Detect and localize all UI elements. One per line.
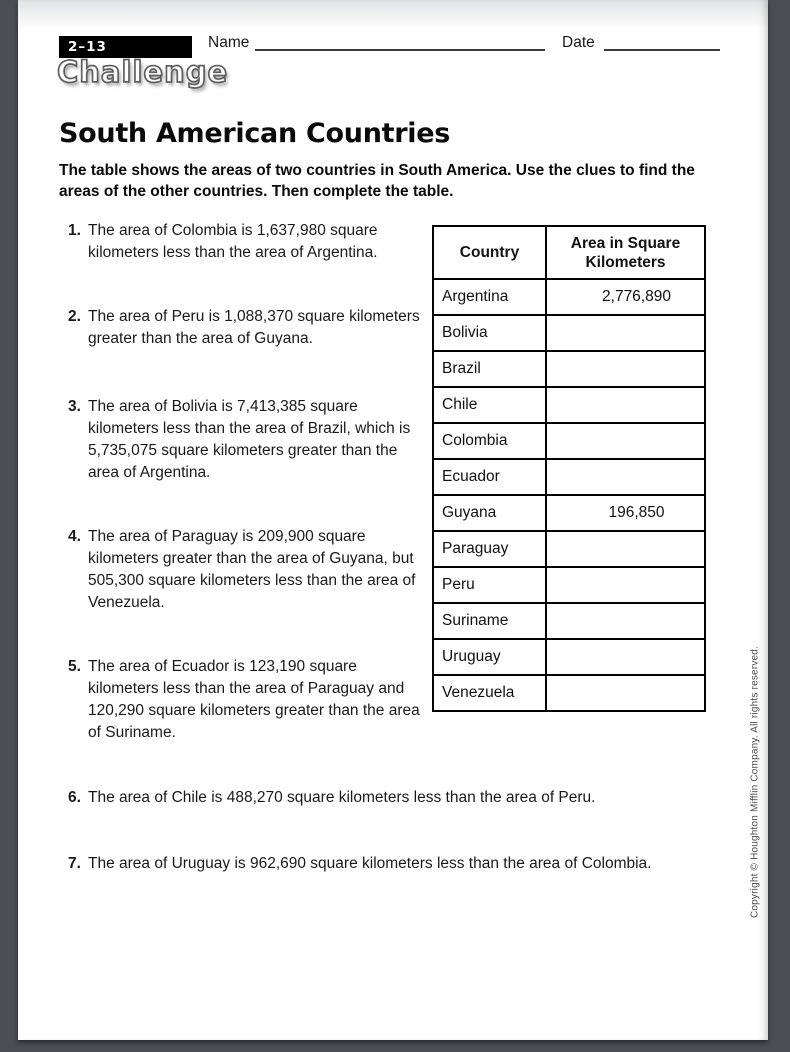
clue-text: The area of Chile is 488,270 square kilometers less than the area of Peru. (88, 789, 596, 806)
column-header-area: Area in Square Kilometers (546, 226, 705, 279)
table-row (433, 459, 705, 495)
area-blank-cell[interactable] (546, 423, 705, 459)
area-blank-cell[interactable] (546, 387, 705, 423)
area-blank-cell[interactable] (546, 675, 705, 711)
column-header-country: Country (433, 226, 546, 279)
clue-item (68, 306, 430, 350)
table-row (433, 603, 705, 639)
area-blank-cell[interactable] (546, 639, 705, 675)
area-blank-cell[interactable] (546, 567, 705, 603)
name-fill-in-line[interactable] (255, 49, 545, 51)
challenge-logo: Challenge (57, 55, 229, 89)
worksheet-page (18, 0, 768, 1040)
date-fill-in-line[interactable] (604, 49, 720, 51)
page-title: South American Countries (59, 118, 450, 149)
clue-text: The area of Uruguay is 962,690 square kilometers less than the area of Colombia. (88, 855, 652, 872)
clue-number: 2. (68, 308, 81, 325)
clue-item (68, 853, 748, 875)
country-cell: Venezuela (433, 675, 546, 711)
clue-number: 7. (68, 855, 81, 872)
clue-number: 5. (68, 658, 81, 675)
area-blank-cell[interactable] (546, 603, 705, 639)
clue-item (68, 656, 430, 744)
clue-text: The area of Paraguay is 209,900 square kilometers greater than the area of Guyana, but 505,300 square kilometers less than the area of Venezuela. (88, 528, 416, 611)
area-value-cell: 2,776,890 (546, 279, 705, 315)
country-cell: Colombia (433, 423, 546, 459)
date-label: Date (562, 34, 595, 51)
table-row (433, 639, 705, 675)
instructions-text: The table shows the areas of two countries in South America. Use the clues to find the areas of the other countries. Then complete the table. (59, 162, 695, 200)
country-cell: Ecuador (433, 459, 546, 495)
area-blank-cell[interactable] (546, 531, 705, 567)
clue-item (68, 526, 430, 614)
country-cell: Peru (433, 567, 546, 603)
copyright-notice: Copyright © Houghton Mifflin Company. All rights reserved. (749, 645, 761, 919)
clue-number: 1. (68, 222, 81, 239)
area-blank-cell[interactable] (546, 459, 705, 495)
table-row (433, 567, 705, 603)
lesson-number-tag: 2–13 (59, 36, 192, 58)
country-cell: Argentina (433, 279, 546, 315)
country-cell: Chile (433, 387, 546, 423)
clue-number: 3. (68, 398, 81, 415)
clue-number: 6. (68, 789, 81, 806)
clue-item (68, 787, 748, 809)
clue-text: The area of Ecuador is 123,190 square kilometers less than the area of Paraguay and 120,290 square kilometers greater than the area of Suriname. (88, 658, 420, 741)
table-row (433, 495, 705, 531)
table-row (433, 387, 705, 423)
clue-item (68, 220, 430, 264)
table-row (433, 531, 705, 567)
country-cell: Guyana (433, 495, 546, 531)
clue-number: 4. (68, 528, 81, 545)
country-cell: Brazil (433, 351, 546, 387)
table-row (433, 315, 705, 351)
table-row (433, 279, 705, 315)
country-cell: Uruguay (433, 639, 546, 675)
area-table (432, 225, 706, 712)
area-blank-cell[interactable] (546, 315, 705, 351)
table-row (433, 351, 705, 387)
country-cell: Suriname (433, 603, 546, 639)
table-row (433, 675, 705, 711)
clue-text: The area of Peru is 1,088,370 square kilometers greater than the area of Guyana. (88, 308, 420, 347)
area-blank-cell[interactable] (546, 351, 705, 387)
name-label: Name (208, 34, 250, 51)
table-row (433, 423, 705, 459)
clue-text: The area of Bolivia is 7,413,385 square kilometers less than the area of Brazil, which is 5,735,075 square kilometers greater than the area of Argentina. (88, 398, 411, 481)
clue-text: The area of Colombia is 1,637,980 square kilometers less than the area of Argentina. (88, 222, 378, 261)
area-value-cell: 196,850 (546, 495, 705, 531)
table-header-row (433, 226, 705, 279)
country-cell: Paraguay (433, 531, 546, 567)
clue-item (68, 396, 430, 484)
country-cell: Bolivia (433, 315, 546, 351)
